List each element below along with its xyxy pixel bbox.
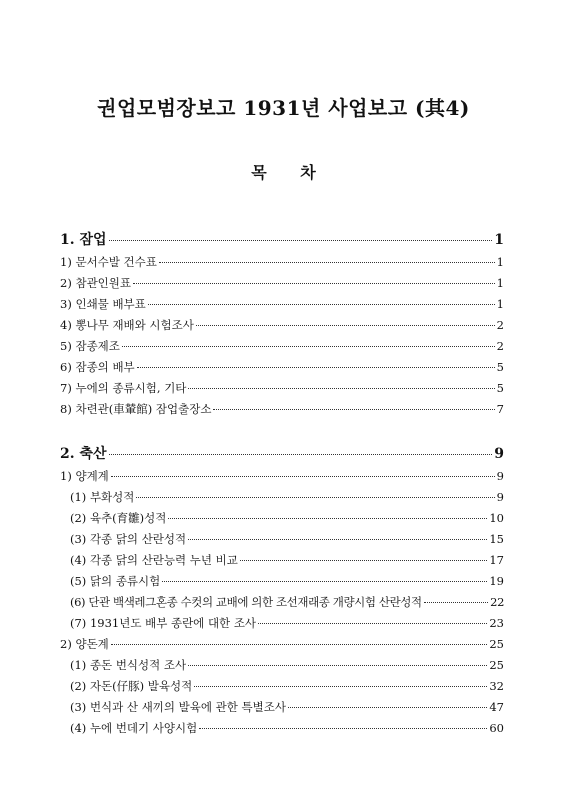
toc-page-number: 7 bbox=[496, 402, 504, 416]
toc-section-heading bbox=[60, 442, 504, 466]
dot-leader bbox=[194, 686, 487, 687]
toc-entry bbox=[60, 550, 504, 571]
toc-entry-label: 2) 참관인원표 bbox=[60, 276, 132, 290]
toc-page-number: 10 bbox=[489, 511, 504, 525]
toc-entry bbox=[60, 466, 504, 487]
toc-entry bbox=[60, 655, 504, 676]
toc-page-number: 32 bbox=[489, 679, 504, 693]
toc-page-number: 25 bbox=[489, 637, 504, 651]
toc-entry-label: 1) 문서수발 건수표 bbox=[60, 255, 157, 269]
toc-page-number: 22 bbox=[490, 595, 504, 609]
toc-page-number: 15 bbox=[489, 532, 504, 546]
dot-leader bbox=[133, 283, 495, 284]
toc-entry bbox=[60, 676, 504, 697]
toc-page-number: 60 bbox=[489, 721, 504, 735]
dot-leader bbox=[162, 581, 487, 582]
dot-leader bbox=[137, 367, 495, 368]
dot-leader bbox=[111, 644, 488, 645]
toc-page-number: 5 bbox=[496, 381, 504, 395]
table-of-contents bbox=[60, 228, 504, 739]
toc-entry bbox=[60, 357, 504, 378]
dot-leader bbox=[109, 240, 493, 241]
toc-entry bbox=[60, 315, 504, 336]
toc-page-number: 9 bbox=[494, 446, 504, 462]
dot-leader bbox=[424, 602, 488, 603]
toc-entry bbox=[60, 273, 504, 294]
toc-section-heading bbox=[60, 228, 504, 252]
toc-entry-label: (4) 각종 닭의 산란능력 누년 비교 bbox=[70, 553, 238, 567]
dot-leader bbox=[258, 623, 487, 624]
toc-entry-label: (6) 단관 백색레그혼종 수컷의 교배에 의한 조선재래종 개량시험 산란성적 bbox=[70, 595, 422, 609]
toc-entry-label: 4) 뽕나무 재배와 시험조사 bbox=[60, 318, 194, 332]
document-title: 권업모범장보고 1931년 사업보고 (其4) bbox=[97, 96, 470, 120]
toc-entry-label: (2) 자돈(仔豚) 발육성적 bbox=[70, 679, 193, 693]
toc-entry-label: (7) 1931년도 배부 종란에 대한 조사 bbox=[70, 616, 257, 630]
dot-leader bbox=[168, 518, 487, 519]
toc-page-number: 5 bbox=[496, 360, 504, 374]
dot-leader bbox=[188, 539, 487, 540]
toc-entry-label: (5) 닭의 종류시험 bbox=[70, 574, 161, 588]
toc-entry bbox=[60, 399, 504, 420]
toc-page-number: 19 bbox=[489, 574, 504, 588]
dot-leader bbox=[213, 409, 494, 410]
toc-entry-label: 6) 잠종의 배부 bbox=[60, 360, 135, 374]
toc-subtitle: 목 차 bbox=[251, 163, 330, 182]
dot-leader bbox=[288, 707, 487, 708]
dot-leader bbox=[240, 560, 487, 561]
toc-page-number: 9 bbox=[496, 490, 504, 504]
dot-leader bbox=[188, 388, 494, 389]
dot-leader bbox=[159, 262, 495, 263]
toc-page-number: 2 bbox=[496, 339, 504, 353]
toc-page-number: 1 bbox=[496, 255, 504, 269]
dot-leader bbox=[196, 325, 495, 326]
dot-leader bbox=[148, 304, 495, 305]
toc-entry-label: 7) 누에의 종류시험, 기타 bbox=[60, 381, 187, 395]
toc-entry-label: (4) 누에 번데기 사양시험 bbox=[70, 721, 198, 735]
toc-page-number: 23 bbox=[489, 616, 504, 630]
dot-leader bbox=[122, 346, 495, 347]
toc-entry-label: 1) 양계계 bbox=[60, 469, 109, 483]
toc-entry-label: (2) 육추(育雛)성적 bbox=[70, 511, 167, 525]
toc-entry-label: 3) 인쇄물 배부표 bbox=[60, 297, 146, 311]
toc-page-number: 1 bbox=[496, 297, 504, 311]
toc-entry-label: (3) 각종 닭의 산란성적 bbox=[70, 532, 187, 546]
toc-entry-label: (1) 종돈 번식성적 조사 bbox=[70, 658, 187, 672]
toc-page-number: 1 bbox=[494, 232, 504, 248]
toc-heading-label: 2. 축산 bbox=[60, 446, 107, 462]
toc-section-livestock bbox=[60, 442, 504, 739]
toc-page-number: 9 bbox=[496, 469, 504, 483]
toc-entry-label: (3) 번식과 산 새끼의 발육에 관한 특별조사 bbox=[70, 700, 286, 714]
toc-section-sericulture bbox=[60, 228, 504, 420]
toc-page-number: 47 bbox=[489, 700, 504, 714]
dot-leader bbox=[188, 665, 487, 666]
dot-leader bbox=[111, 476, 495, 477]
toc-page-number: 2 bbox=[496, 318, 504, 332]
toc-entry-label: (1) 부화성적 bbox=[70, 490, 135, 504]
toc-entry bbox=[60, 294, 504, 315]
dot-leader bbox=[109, 454, 493, 455]
toc-entry-label: 2) 양돈계 bbox=[60, 637, 109, 651]
toc-page-number: 1 bbox=[496, 276, 504, 290]
toc-entry bbox=[60, 592, 504, 613]
toc-entry bbox=[60, 613, 504, 634]
toc-heading-label: 1. 잠업 bbox=[60, 232, 107, 248]
toc-entry bbox=[60, 508, 504, 529]
toc-page-number: 17 bbox=[489, 553, 504, 567]
toc-entry bbox=[60, 487, 504, 508]
toc-entry-label: 5) 잠종제조 bbox=[60, 339, 120, 353]
toc-entry-label: 8) 차련관(車輦館) 잠업출장소 bbox=[60, 402, 212, 416]
toc-entry bbox=[60, 336, 504, 357]
toc-entry bbox=[60, 529, 504, 550]
toc-entry bbox=[60, 718, 504, 739]
dot-leader bbox=[199, 728, 487, 729]
dot-leader bbox=[136, 497, 494, 498]
toc-entry bbox=[60, 252, 504, 273]
toc-entry bbox=[60, 378, 504, 399]
toc-page-number: 25 bbox=[489, 658, 504, 672]
toc-entry bbox=[60, 634, 504, 655]
toc-entry bbox=[60, 571, 504, 592]
toc-entry bbox=[60, 697, 504, 718]
